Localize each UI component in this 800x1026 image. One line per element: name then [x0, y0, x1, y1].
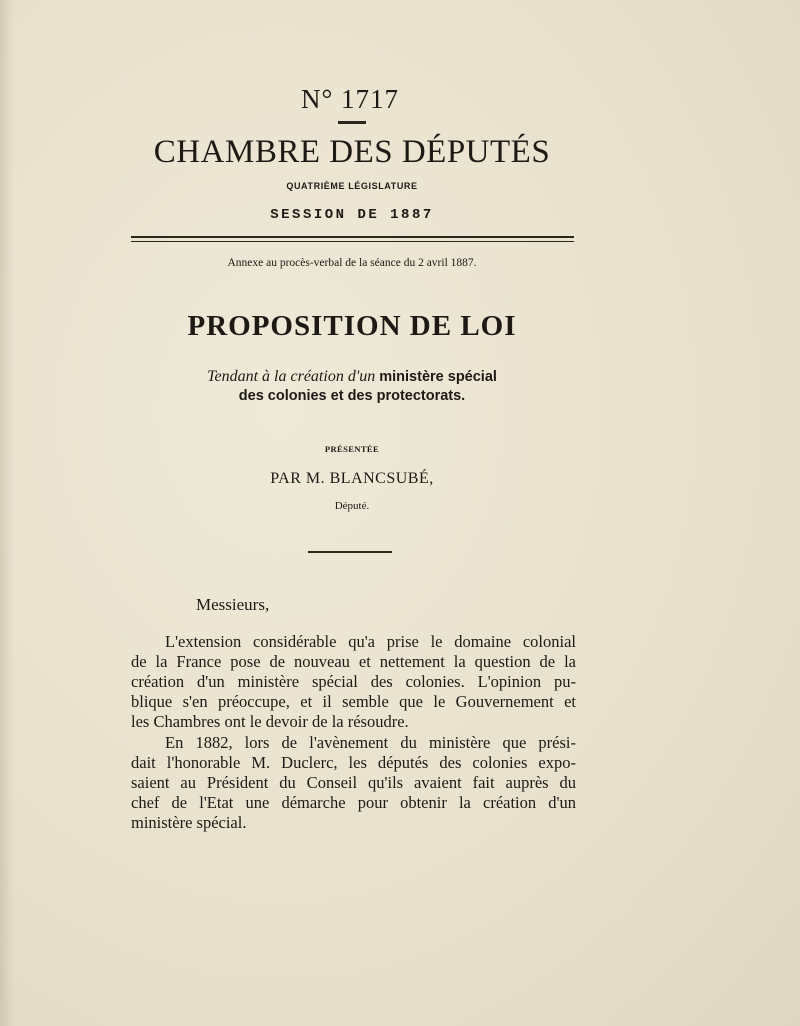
section-rule — [308, 551, 392, 553]
body-line: chef de l'Etat une démarche pour obtenir la création d'un — [131, 793, 576, 812]
body-line: ministère spécial. — [131, 813, 247, 832]
document-number: N° 1717 — [300, 84, 400, 114]
body-line: En 1882, lors de l'avènement du ministère que prési- — [165, 733, 576, 752]
short-rule — [338, 121, 366, 124]
body-line: de la France pose de nouveau et nettement la question de la — [131, 652, 576, 671]
body-line: L'extension considérable qu'a prise le domaine colonial — [165, 632, 576, 651]
salutation: Messieurs, — [196, 595, 270, 614]
legislature-label: QUATRIÈME LÉGISLATURE — [286, 181, 418, 191]
subtitle-line-1 — [130, 368, 574, 386]
proposition-title: PROPOSITION DE LOI — [187, 310, 517, 342]
session-label: SESSION DE 1887 — [270, 207, 434, 223]
body-line: les Chambres ont le devoir de la résoudre. — [131, 712, 409, 731]
body-line: dait l'honorable M. Duclerc, les députés des colonies expo- — [131, 753, 576, 772]
presentee-label: PRÉSENTÉE — [324, 444, 380, 454]
body-line: saient au Président du Conseil qu'ils avaient fait auprès du — [131, 773, 576, 792]
author-role: Député. — [334, 500, 370, 512]
author-line: PAR M. BLANCSUBÉ, — [270, 470, 434, 487]
chamber-title: CHAMBRE DES DÉPUTÉS — [153, 134, 551, 170]
subtitle-line-2: des colonies et des protectorats. — [238, 388, 466, 404]
body-line: blique s'en préoccupe, et il semble que le Gouvernement et — [131, 692, 576, 711]
annexe-note: Annexe au procès-verbal de la séance du 2 avril 1887. — [227, 257, 477, 269]
body-line: création d'un ministère spécial des colonies. L'opinion pu- — [131, 672, 576, 691]
double-rule — [131, 236, 574, 242]
subtitle-italic: Tendant à la création d'un — [207, 368, 376, 385]
subtitle-bold: ministère spécial — [379, 369, 497, 385]
